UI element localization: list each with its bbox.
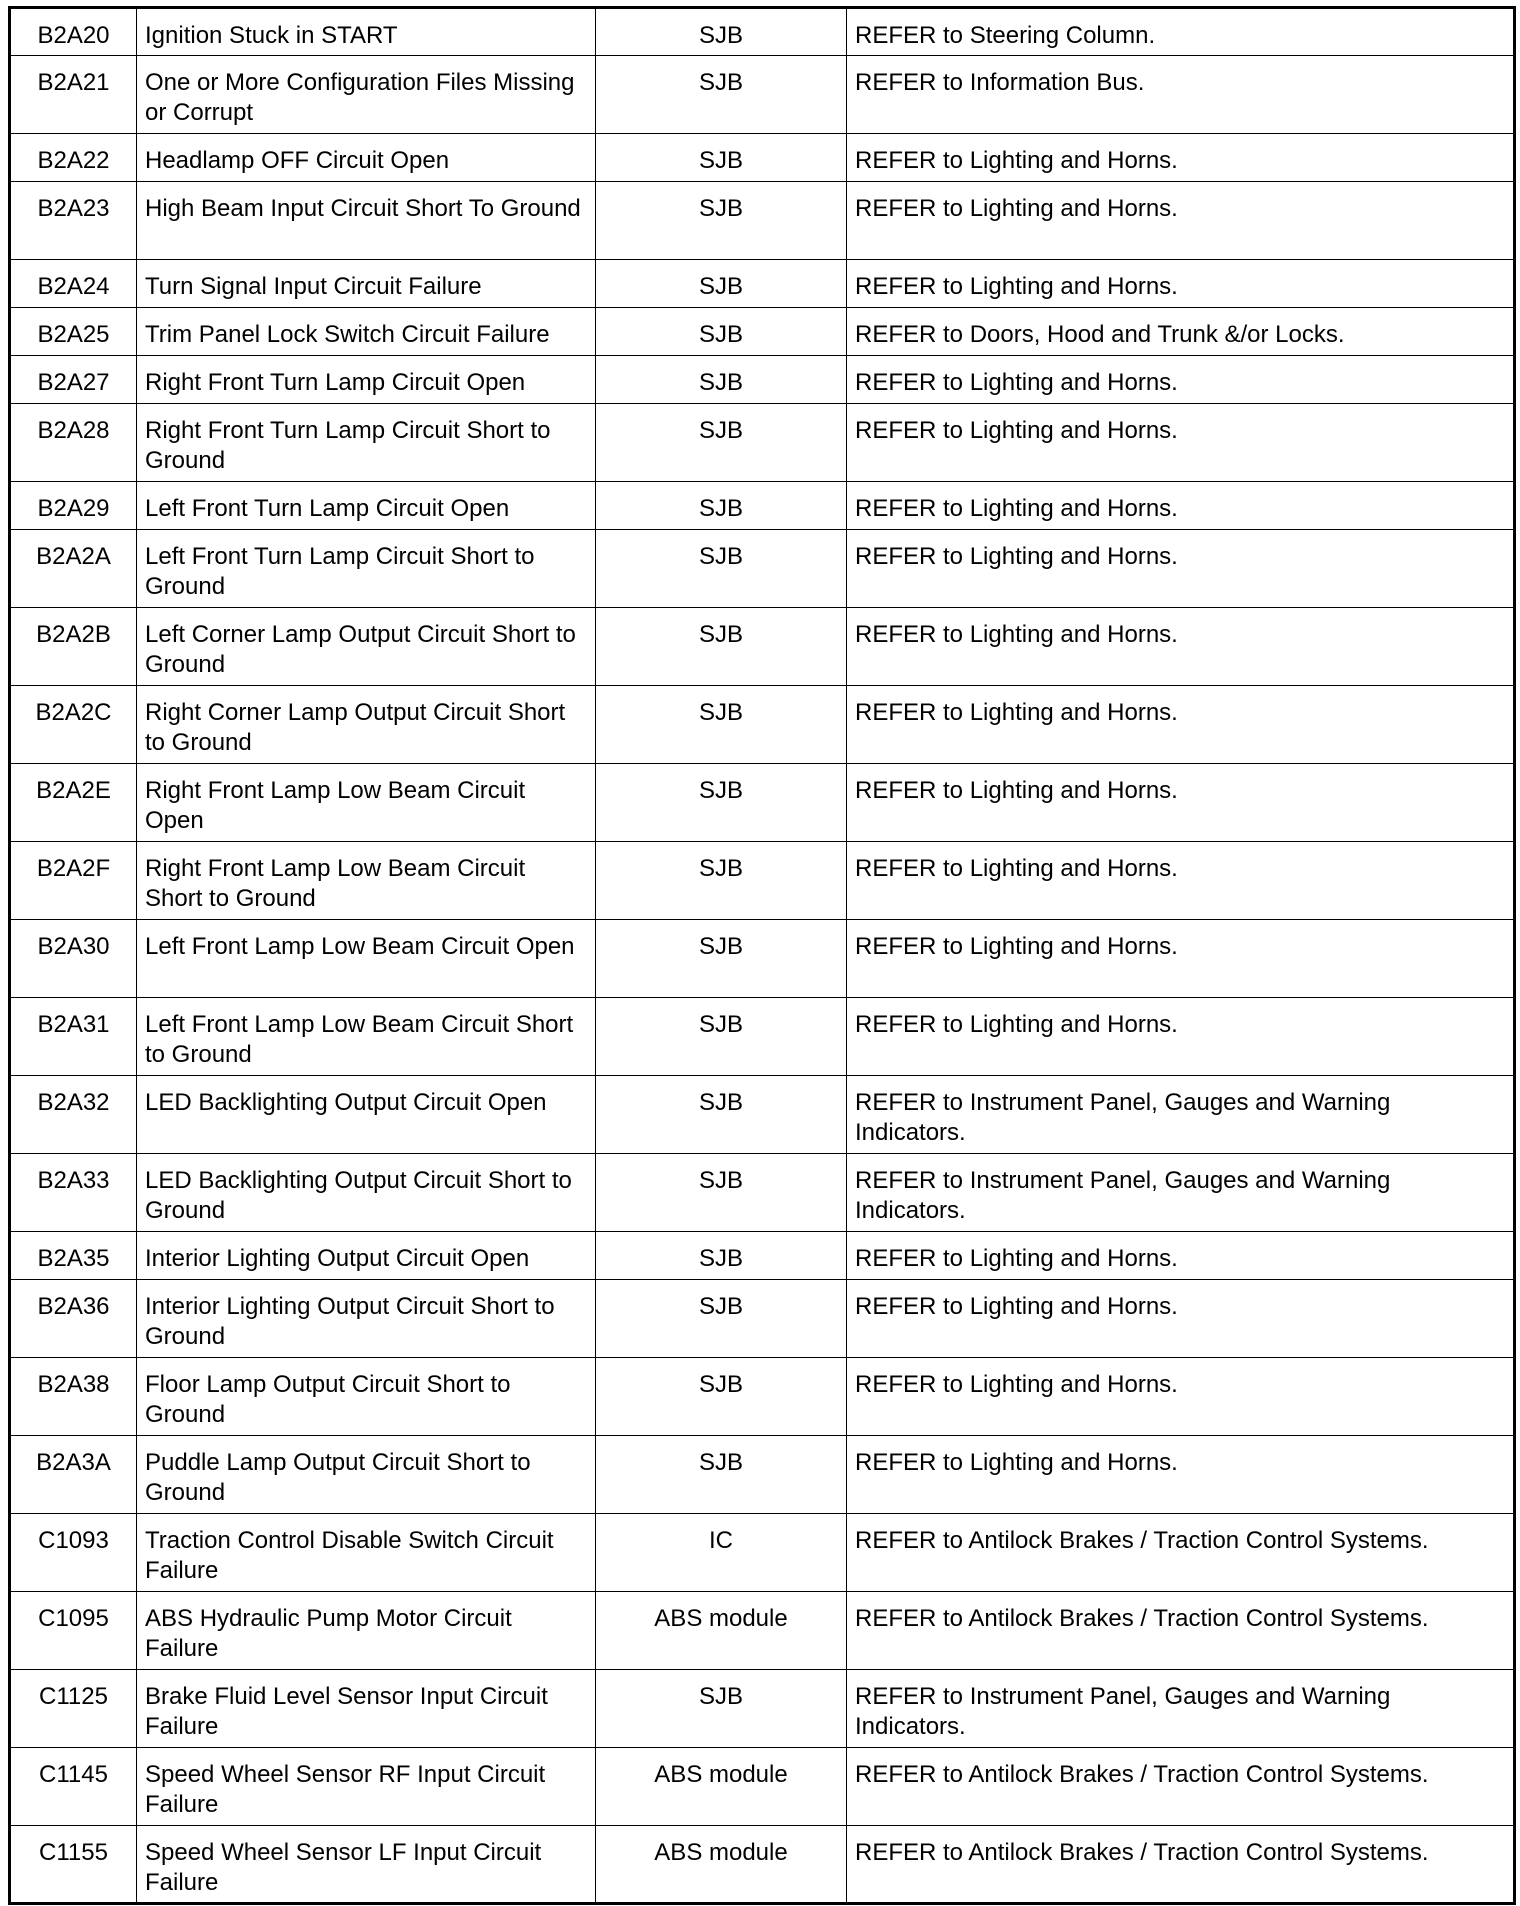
- dtc-action: REFER to Lighting and Horns.: [847, 764, 1515, 842]
- dtc-description: Left Corner Lamp Output Circuit Short to Ground: [137, 608, 596, 686]
- table-row: [10, 8, 1515, 56]
- dtc-action: REFER to Lighting and Horns.: [847, 842, 1515, 920]
- dtc-action: REFER to Instrument Panel, Gauges and Warning Indicators.: [847, 1154, 1515, 1232]
- dtc-module: SJB: [596, 1436, 847, 1514]
- dtc-module: SJB: [596, 842, 847, 920]
- dtc-code: B2A23: [10, 182, 137, 260]
- dtc-action: REFER to Lighting and Horns.: [847, 134, 1515, 182]
- table-row: [10, 920, 1515, 998]
- dtc-module: SJB: [596, 764, 847, 842]
- dtc-description: One or More Configuration Files Missing or Corrupt: [137, 56, 596, 134]
- table-row: [10, 1748, 1515, 1826]
- dtc-action: REFER to Antilock Brakes / Traction Control Systems.: [847, 1826, 1515, 1904]
- table-row: [10, 356, 1515, 404]
- dtc-description: High Beam Input Circuit Short To Ground: [137, 182, 596, 260]
- dtc-module: SJB: [596, 1670, 847, 1748]
- dtc-description: Trim Panel Lock Switch Circuit Failure: [137, 308, 596, 356]
- dtc-description: Left Front Turn Lamp Circuit Open: [137, 482, 596, 530]
- dtc-code: B2A2E: [10, 764, 137, 842]
- dtc-code: B2A32: [10, 1076, 137, 1154]
- dtc-description: Right Front Turn Lamp Circuit Open: [137, 356, 596, 404]
- table-row: [10, 1358, 1515, 1436]
- dtc-description: Ignition Stuck in START: [137, 8, 596, 56]
- dtc-module: SJB: [596, 260, 847, 308]
- dtc-description: Brake Fluid Level Sensor Input Circuit Failure: [137, 1670, 596, 1748]
- dtc-module: SJB: [596, 1154, 847, 1232]
- table-row: [10, 1076, 1515, 1154]
- table-row: [10, 764, 1515, 842]
- dtc-action: REFER to Antilock Brakes / Traction Control Systems.: [847, 1748, 1515, 1826]
- dtc-code: B2A36: [10, 1280, 137, 1358]
- dtc-description: Interior Lighting Output Circuit Open: [137, 1232, 596, 1280]
- table-row: [10, 998, 1515, 1076]
- dtc-module: SJB: [596, 308, 847, 356]
- dtc-action: REFER to Lighting and Horns.: [847, 1358, 1515, 1436]
- table-row: [10, 1514, 1515, 1592]
- dtc-action: REFER to Lighting and Horns.: [847, 404, 1515, 482]
- dtc-action: REFER to Lighting and Horns.: [847, 356, 1515, 404]
- table-row: [10, 1154, 1515, 1232]
- table-row: [10, 1232, 1515, 1280]
- dtc-module: SJB: [596, 134, 847, 182]
- dtc-description: Right Front Lamp Low Beam Circuit Open: [137, 764, 596, 842]
- dtc-code: B2A38: [10, 1358, 137, 1436]
- dtc-description: LED Backlighting Output Circuit Open: [137, 1076, 596, 1154]
- table-row: [10, 482, 1515, 530]
- dtc-action: REFER to Lighting and Horns.: [847, 1436, 1515, 1514]
- dtc-code: C1145: [10, 1748, 137, 1826]
- dtc-code: B2A24: [10, 260, 137, 308]
- dtc-action: REFER to Lighting and Horns.: [847, 530, 1515, 608]
- table-row: [10, 1826, 1515, 1904]
- table-row: [10, 260, 1515, 308]
- dtc-action: REFER to Lighting and Horns.: [847, 260, 1515, 308]
- dtc-code: B2A25: [10, 308, 137, 356]
- dtc-code: B2A21: [10, 56, 137, 134]
- dtc-code: B2A33: [10, 1154, 137, 1232]
- dtc-action: REFER to Lighting and Horns.: [847, 482, 1515, 530]
- dtc-description: Right Front Turn Lamp Circuit Short to Ground: [137, 404, 596, 482]
- dtc-code: C1155: [10, 1826, 137, 1904]
- dtc-description: LED Backlighting Output Circuit Short to Ground: [137, 1154, 596, 1232]
- table-row: [10, 608, 1515, 686]
- dtc-code: C1095: [10, 1592, 137, 1670]
- dtc-code: C1125: [10, 1670, 137, 1748]
- dtc-module: SJB: [596, 608, 847, 686]
- dtc-action: REFER to Antilock Brakes / Traction Control Systems.: [847, 1592, 1515, 1670]
- dtc-module: SJB: [596, 404, 847, 482]
- dtc-code: B2A31: [10, 998, 137, 1076]
- dtc-module: SJB: [596, 482, 847, 530]
- dtc-action: REFER to Steering Column.: [847, 8, 1515, 56]
- dtc-description: Left Front Lamp Low Beam Circuit Short to Ground: [137, 998, 596, 1076]
- dtc-action: REFER to Instrument Panel, Gauges and Warning Indicators.: [847, 1670, 1515, 1748]
- dtc-module: SJB: [596, 1076, 847, 1154]
- dtc-module: ABS module: [596, 1592, 847, 1670]
- dtc-action: REFER to Doors, Hood and Trunk &/or Locks.: [847, 308, 1515, 356]
- dtc-code: B2A30: [10, 920, 137, 998]
- dtc-action: REFER to Instrument Panel, Gauges and Warning Indicators.: [847, 1076, 1515, 1154]
- table-row: [10, 1280, 1515, 1358]
- dtc-code: B2A2C: [10, 686, 137, 764]
- dtc-description: Right Front Lamp Low Beam Circuit Short to Ground: [137, 842, 596, 920]
- dtc-description: Speed Wheel Sensor RF Input Circuit Failure: [137, 1748, 596, 1826]
- table-row: [10, 1436, 1515, 1514]
- dtc-action: REFER to Lighting and Horns.: [847, 686, 1515, 764]
- table-row: [10, 134, 1515, 182]
- dtc-action: REFER to Lighting and Horns.: [847, 182, 1515, 260]
- dtc-code: B2A2F: [10, 842, 137, 920]
- table-row: [10, 1670, 1515, 1748]
- dtc-code: B2A29: [10, 482, 137, 530]
- dtc-module: SJB: [596, 182, 847, 260]
- table-row: [10, 686, 1515, 764]
- dtc-table: [8, 6, 1516, 1905]
- dtc-description: Speed Wheel Sensor LF Input Circuit Failure: [137, 1826, 596, 1904]
- dtc-code: B2A3A: [10, 1436, 137, 1514]
- dtc-description: Traction Control Disable Switch Circuit Failure: [137, 1514, 596, 1592]
- dtc-module: SJB: [596, 686, 847, 764]
- table-row: [10, 404, 1515, 482]
- dtc-code: B2A20: [10, 8, 137, 56]
- dtc-action: REFER to Information Bus.: [847, 56, 1515, 134]
- dtc-description: ABS Hydraulic Pump Motor Circuit Failure: [137, 1592, 596, 1670]
- dtc-module: SJB: [596, 356, 847, 404]
- dtc-description: Interior Lighting Output Circuit Short to Ground: [137, 1280, 596, 1358]
- dtc-action: REFER to Antilock Brakes / Traction Control Systems.: [847, 1514, 1515, 1592]
- table-row: [10, 182, 1515, 260]
- dtc-description: Left Front Turn Lamp Circuit Short to Ground: [137, 530, 596, 608]
- dtc-module: IC: [596, 1514, 847, 1592]
- table-row: [10, 842, 1515, 920]
- table-row: [10, 1592, 1515, 1670]
- dtc-module: ABS module: [596, 1748, 847, 1826]
- dtc-code: B2A27: [10, 356, 137, 404]
- dtc-code: B2A28: [10, 404, 137, 482]
- dtc-module: SJB: [596, 998, 847, 1076]
- dtc-action: REFER to Lighting and Horns.: [847, 608, 1515, 686]
- dtc-description: Turn Signal Input Circuit Failure: [137, 260, 596, 308]
- dtc-code: C1093: [10, 1514, 137, 1592]
- table-row: [10, 308, 1515, 356]
- dtc-description: Floor Lamp Output Circuit Short to Ground: [137, 1358, 596, 1436]
- dtc-action: REFER to Lighting and Horns.: [847, 920, 1515, 998]
- table-row: [10, 530, 1515, 608]
- dtc-description: Headlamp OFF Circuit Open: [137, 134, 596, 182]
- dtc-code: B2A2A: [10, 530, 137, 608]
- dtc-module: SJB: [596, 1280, 847, 1358]
- dtc-action: REFER to Lighting and Horns.: [847, 998, 1515, 1076]
- dtc-module: SJB: [596, 920, 847, 998]
- dtc-description: Puddle Lamp Output Circuit Short to Ground: [137, 1436, 596, 1514]
- dtc-action: REFER to Lighting and Horns.: [847, 1280, 1515, 1358]
- dtc-module: ABS module: [596, 1826, 847, 1904]
- dtc-code: B2A22: [10, 134, 137, 182]
- dtc-code: B2A2B: [10, 608, 137, 686]
- dtc-code: B2A35: [10, 1232, 137, 1280]
- dtc-module: SJB: [596, 56, 847, 134]
- dtc-action: REFER to Lighting and Horns.: [847, 1232, 1515, 1280]
- dtc-module: SJB: [596, 1232, 847, 1280]
- dtc-module: SJB: [596, 8, 847, 56]
- table-row: [10, 56, 1515, 134]
- dtc-description: Left Front Lamp Low Beam Circuit Open: [137, 920, 596, 998]
- dtc-module: SJB: [596, 530, 847, 608]
- dtc-description: Right Corner Lamp Output Circuit Short to Ground: [137, 686, 596, 764]
- dtc-module: SJB: [596, 1358, 847, 1436]
